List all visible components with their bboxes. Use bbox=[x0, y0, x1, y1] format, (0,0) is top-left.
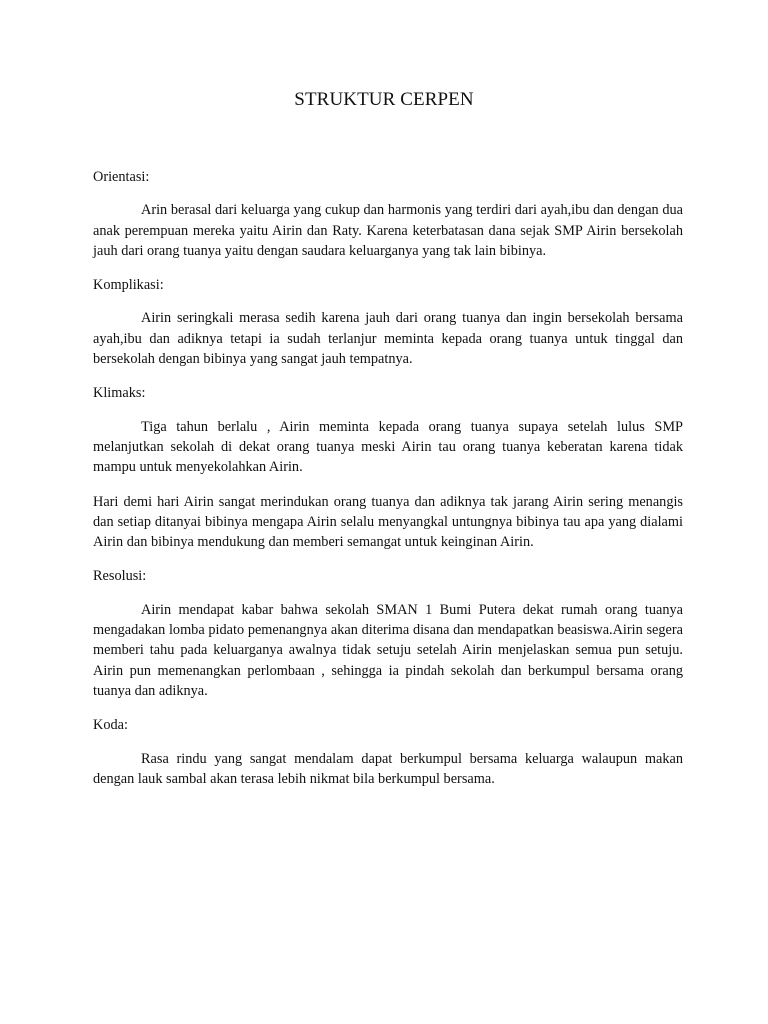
paragraph: Rasa rindu yang sangat mendalam dapat berkumpul bersama keluarga walaupun makan dengan lauk sambal akan terasa lebih nikmat bila berkumpul bersama. bbox=[93, 750, 683, 787]
paragraph: Arin berasal dari keluarga yang cukup dan harmonis yang terdiri dari ayah,ibu dan dengan dua anak perempuan mereka yaitu Airin dan Raty. Karena keterbatasan dana sejak SMP Airin bersekolah jauh dari orang tuanya yaitu dengan saudara keluarganya yang tak lain bibinya. bbox=[93, 202, 683, 259]
section-resolusi bbox=[93, 566, 683, 701]
paragraph: Airin seringkali merasa sedih karena jauh dari orang tuanya dan ingin bersekolah bersama ayah,ibu dan adiknya tetapi ia sudah terlanjur meminta kepada orang tuanya untuk tinggal dan bersekolah dengan bibinya yang sangat jauh tempatnya. bbox=[93, 310, 683, 368]
section-heading: Klimaks: bbox=[93, 385, 146, 402]
paragraph: Tiga tahun berlalu , Airin meminta kepada orang tuanya supaya setelah lulus SMP melanjutkan sekolah di dekat orang tuanya meski Airin tau orang tuanya keberatan karena tidak mampu untuk menyekolahkan Airin. bbox=[93, 418, 683, 476]
section-klimaks bbox=[93, 383, 683, 552]
section-orientasi bbox=[93, 167, 683, 261]
section-heading: Komplikasi: bbox=[93, 277, 164, 294]
document-title: STRUKTUR CERPEN bbox=[294, 89, 474, 110]
section-heading: Koda: bbox=[93, 717, 128, 734]
section-heading: Orientasi: bbox=[93, 169, 150, 185]
section-heading: Resolusi: bbox=[93, 568, 147, 585]
document-body bbox=[93, 167, 683, 803]
section-komplikasi bbox=[93, 275, 683, 369]
paragraph: Hari demi hari Airin sangat merindukan orang tuanya dan adiknya tak jarang Airin sering menangis dan setiap ditanyai bibinya mengapa Airin selalu menyangkal untungnya bibinya tau apa yang dialami Airin dan bibinya mendukung dan memberi semangat untuk keinginan Airin. bbox=[93, 493, 683, 551]
paragraph: Airin mendapat kabar bahwa sekolah SMAN 1 Bumi Putera dekat rumah orang tuanya mengadakan lomba pidato pemenangnya akan diterima disana dan mendapatkan beasiswa.Airin segera memberi tahu pada keluarganya awalnya tidak setuju setelah Airin menjelaskan semua pun setuju. Airin pun memenangkan perlombaan , sehingga ia pindah sekolah dan berkumpul bersama orang tuanya dan adiknya. bbox=[93, 601, 683, 699]
section-koda bbox=[93, 715, 683, 789]
